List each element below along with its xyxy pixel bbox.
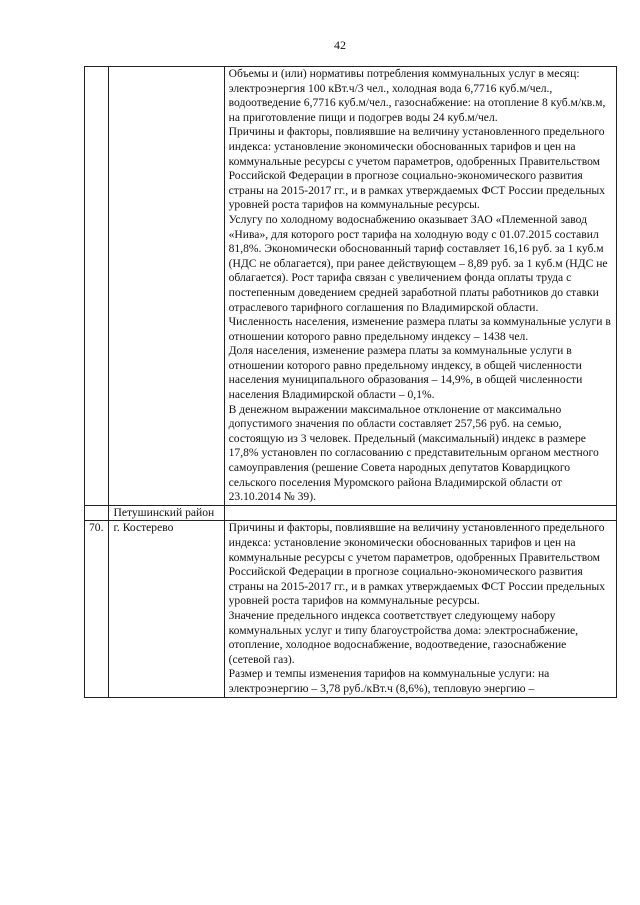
district-name-cell: Петушинский район [109,505,224,521]
table-row-continuation [85,67,617,506]
table-row-district [85,505,617,521]
municipality-cell [109,67,224,506]
row-number-cell [85,505,109,521]
paragraph: Размер и темпы изменения тарифов на коммунальные услуги: на электроэнергию – 3,78 руб./кВт.ч (8,6%), тепловую энергию – [228,667,550,695]
description-cell [224,505,616,521]
paragraph: Услугу по холодному водоснабжению оказывает ЗАО «Племенной завод «Нива», для которого рост тарифа на холодную воду с 01.07.2015 составил 81,8%. Экономически обоснованный тариф составляет 16,16 руб. за 1 куб.м (НДС не облагается), при ранее действующем – 8,89 руб. за 1 куб.м (НДС не облагается). Рост тарифа связан с увеличением фонда оплаты труда с постепенным доведением средней заработной платы работников до ставки отраслевого тарифного соглашения по Владимирской области. [228,212,608,314]
paragraph: Причины и факторы, повлиявшие на величину установленного предельного индекса: установление экономически обоснованных тарифов и цен на коммунальные ресурсы с учетом параметров, одобренных Правительством Российской Федерации в прогнозе социально-экономического развития страны на 2015-2017 гг., и в рамках утверждаемых ФСТ России предельных уровней роста тарифов на коммунальные ресурсы. [228,521,605,608]
description-cell [224,521,616,697]
paragraph: В денежном выражении максимальное отклонение от максимально допустимого значения по области составляет 257,56 руб. на семью, состоящую из 3 человек. Предельный (максимальный) индекс в размере 17,8% установлен по согласованию с представительным органом местного самоуправления (решение Совета народных депутатов Ковардицкого сельского поселения Муромского района Владимирской области от 23.10.2014 № 39). [228,402,599,504]
paragraph: Значение предельного индекса соответствует следующему набору коммунальных услуг и типу благоустройства дома: электроснабжение, отопление, холодное водоснабжение, водоотведение, газоснабжение (сетевой газ). [228,608,579,666]
row-number-cell: 70. [85,521,109,697]
page-number: 42 [334,38,346,52]
paragraph: Причины и факторы, повлиявшие на величину установленного предельного индекса: установление экономически обоснованных тарифов и цен на коммунальные ресурсы с учетом параметров, одобренных Правительством Российской Федерации в прогнозе социально-экономического развития страны на 2015-2017 гг., и в рамках утверждаемых ФСТ России предельных уровней роста тарифов на коммунальные ресурсы. [228,125,605,212]
row-number-cell [85,67,109,506]
paragraph: Доля населения, изменение размера платы за коммунальные услуги в отношении которого равно предельному индексу, в общей численности населения муниципального образования – 14,9%, в общей численности населения Владимирской области – 0,1%. [228,344,583,402]
description-cell [224,67,616,506]
table-row-kosterevo [85,521,617,697]
paragraph: Объемы и (или) нормативы потребления коммунальных услуг в месяц: электроэнергия 100 кВт.ч/3 чел., холодная вода 6,7716 куб.м/чел., водоотведение 6,7716 куб.м/чел., газоснабжение: на отопление 8 куб.м/кв.м, на приготовление пищи и подогрев воды 24 куб.м/чел. [228,67,606,124]
paragraph: Численность населения, изменение размера платы за коммунальные услуги в отношении которого равно предельному индексу – 1438 чел. [228,315,611,343]
document-table [84,66,617,698]
municipality-cell: г. Костерево [109,521,224,697]
